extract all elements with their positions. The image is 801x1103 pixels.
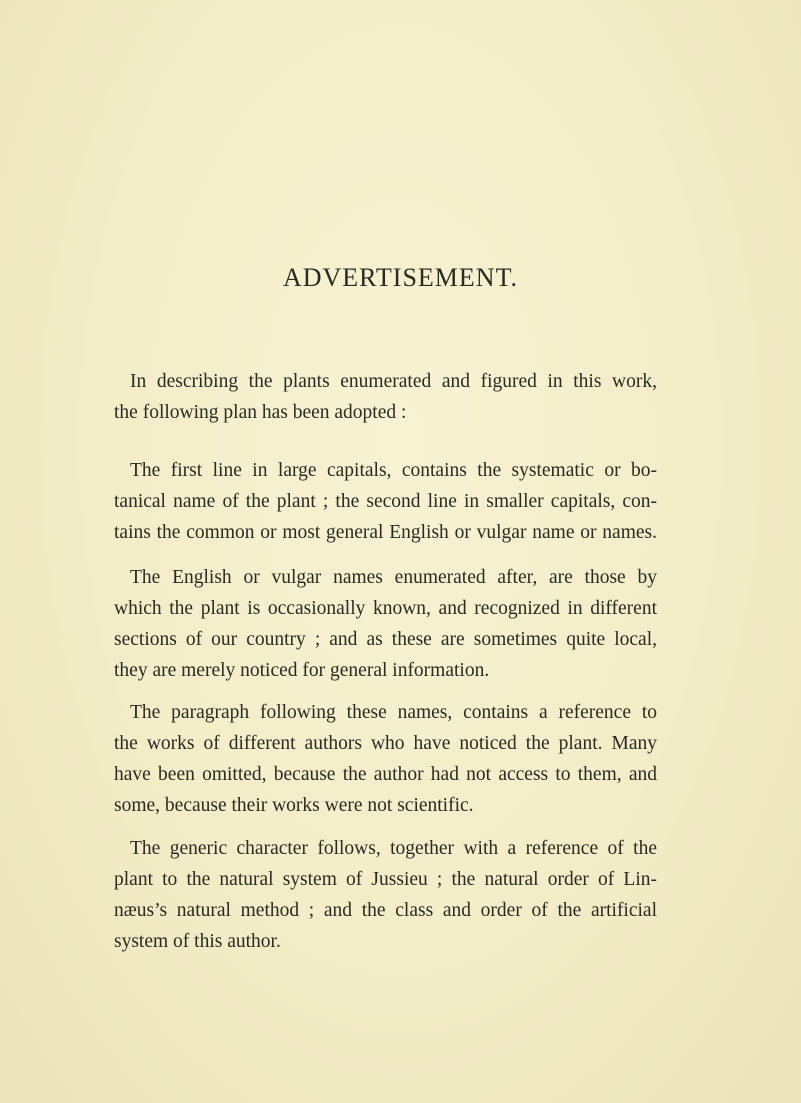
text-line: which the plant is occasionally known, and recognized in different [114,598,657,619]
paragraph-5 [114,833,657,957]
paragraph-3 [114,562,657,686]
paragraph-4 [114,697,657,821]
text-line: The English or vulgar names enumerated after, are those by [130,567,657,588]
text-line: In describing the plants enumerated and figured in this work, [130,371,657,392]
text-line: the following plan has been adopted : [114,402,407,423]
text-line: sections of our country ; and as these are sometimes quite local, [114,629,657,650]
text-line: tains the common or most general English or vulgar name or names. [114,522,657,543]
text-line: The generic character follows, together with a reference of the [130,838,657,859]
text-line: have been omitted, because the author had not access to them, and [114,764,657,785]
text-line: The first line in large capitals, contains the systematic or bo- [130,460,657,481]
text-line: næus’s natural method ; and the class and order of the artificial [114,900,657,921]
text-line: they are merely noticed for general information. [114,660,490,681]
paragraph-1 [114,366,657,428]
page-title: ADVERTISEMENT. [282,263,519,292]
paragraph-2 [114,455,657,548]
text-line: The paragraph following these names, contains a reference to [130,702,657,723]
text-line: the works of different authors who have noticed the plant. Many [114,733,657,754]
text-line: some, because their works were not scientific. [114,795,474,816]
text-line: system of this author. [114,931,281,952]
text-line: tanical name of the plant ; the second line in smaller capitals, con- [114,491,657,512]
text-line: plant to the natural system of Jussieu ; the natural order of Lin- [114,869,657,890]
